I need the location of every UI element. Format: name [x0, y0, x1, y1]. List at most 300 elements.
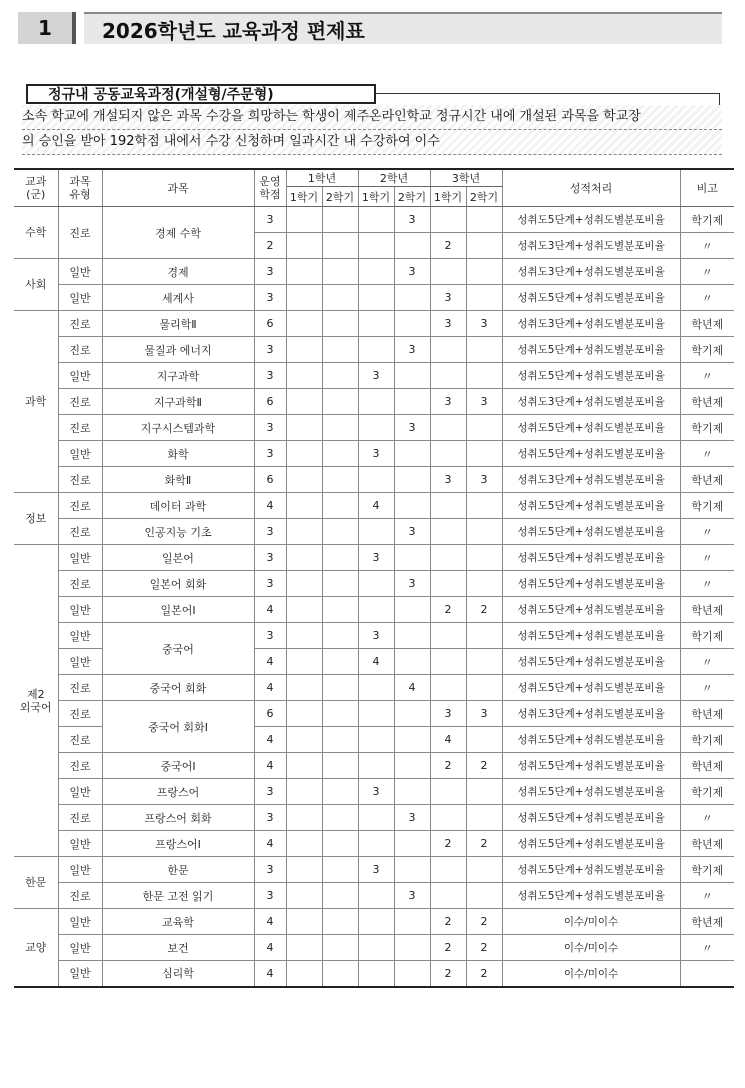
semester-credits — [466, 415, 502, 441]
semester-credits — [394, 311, 430, 337]
semester-credits: 3 — [394, 259, 430, 285]
semester-credits — [322, 389, 358, 415]
note: 학년제 — [680, 467, 734, 493]
semester-credits: 3 — [358, 441, 394, 467]
credits: 3 — [254, 883, 286, 909]
subject-type: 일반 — [58, 831, 102, 857]
header-note: 비고 — [680, 169, 734, 207]
grading-method: 성취도5단계+성취도별분포비율 — [502, 545, 680, 571]
credits: 3 — [254, 259, 286, 285]
semester-credits — [358, 935, 394, 961]
subject-name: 교육학 — [102, 909, 254, 935]
semester-credits — [430, 207, 466, 233]
semester-credits — [466, 571, 502, 597]
semester-credits — [286, 961, 322, 987]
semester-credits: 3 — [394, 415, 430, 441]
grading-method: 성취도5단계+성취도별분포비율 — [502, 207, 680, 233]
semester-credits — [358, 311, 394, 337]
note: 학년제 — [680, 831, 734, 857]
note: 학년제 — [680, 597, 734, 623]
semester-credits — [394, 779, 430, 805]
semester-credits — [466, 233, 502, 259]
table-row — [14, 519, 734, 545]
table-row — [14, 883, 734, 909]
description-line-2: 의 승인을 받아 192학점 내에서 수강 신청하며 일과시간 내 수강하여 이수 — [22, 130, 722, 155]
credits: 3 — [254, 441, 286, 467]
semester-credits — [286, 675, 322, 701]
subject-name: 중국어Ⅰ — [102, 753, 254, 779]
grading-method: 성취도5단계+성취도별분포비율 — [502, 493, 680, 519]
header-type: 과목 유형 — [58, 169, 102, 207]
semester-credits — [394, 493, 430, 519]
semester-credits — [322, 649, 358, 675]
table-row — [14, 311, 734, 337]
semester-credits — [394, 363, 430, 389]
semester-credits: 2 — [466, 753, 502, 779]
table-row — [14, 909, 734, 935]
semester-credits — [358, 207, 394, 233]
table-row — [14, 207, 734, 233]
subject-type: 일반 — [58, 545, 102, 571]
semester-credits: 3 — [394, 519, 430, 545]
semester-credits — [394, 909, 430, 935]
credits: 6 — [254, 389, 286, 415]
subject-name: 일본어 회화 — [102, 571, 254, 597]
subject-type: 일반 — [58, 909, 102, 935]
subject-type: 진로 — [58, 337, 102, 363]
semester-credits — [358, 285, 394, 311]
semester-credits — [466, 883, 502, 909]
group-name: 과학 — [14, 311, 58, 493]
semester-credits: 3 — [358, 779, 394, 805]
subject-name: 경제 수학 — [102, 207, 254, 259]
semester-credits — [394, 441, 430, 467]
semester-credits — [322, 285, 358, 311]
table-row — [14, 467, 734, 493]
semester-credits — [322, 311, 358, 337]
credits: 6 — [254, 467, 286, 493]
semester-credits — [358, 415, 394, 441]
subject-name: 지구시스템과학 — [102, 415, 254, 441]
credits: 6 — [254, 311, 286, 337]
page-title: 2026학년도 교육과정 편제표 — [84, 12, 722, 44]
note: 학기제 — [680, 337, 734, 363]
grading-method: 성취도5단계+성취도별분포비율 — [502, 805, 680, 831]
credits: 3 — [254, 337, 286, 363]
semester-credits: 2 — [430, 909, 466, 935]
subject-type: 진로 — [58, 727, 102, 753]
table-row — [14, 285, 734, 311]
table-row — [14, 935, 734, 961]
note: 〃 — [680, 935, 734, 961]
subject-name: 프랑스어 — [102, 779, 254, 805]
note: 〃 — [680, 259, 734, 285]
semester-credits: 3 — [394, 207, 430, 233]
note: 〃 — [680, 441, 734, 467]
note: 〃 — [680, 233, 734, 259]
semester-credits — [394, 753, 430, 779]
grading-method: 성취도5단계+성취도별분포비율 — [502, 441, 680, 467]
semester-credits: 3 — [430, 285, 466, 311]
header-year2: 2학년 — [358, 169, 430, 187]
semester-credits — [358, 701, 394, 727]
semester-credits — [358, 233, 394, 259]
semester-credits: 2 — [430, 753, 466, 779]
semester-credits: 3 — [430, 389, 466, 415]
grading-method: 이수/미이수 — [502, 935, 680, 961]
semester-credits: 4 — [358, 493, 394, 519]
subject-name: 지구과학Ⅱ — [102, 389, 254, 415]
table-row — [14, 441, 734, 467]
semester-credits — [322, 623, 358, 649]
curriculum-table — [14, 168, 734, 988]
header-y1-sem2: 2학기 — [322, 187, 358, 207]
semester-credits — [358, 467, 394, 493]
grading-method: 성취도3단계+성취도별분포비율 — [502, 389, 680, 415]
semester-credits: 2 — [466, 935, 502, 961]
subject-type: 진로 — [58, 493, 102, 519]
semester-credits: 4 — [430, 727, 466, 753]
table-row — [14, 753, 734, 779]
semester-credits — [286, 441, 322, 467]
subject-type: 진로 — [58, 519, 102, 545]
semester-credits — [430, 415, 466, 441]
semester-credits — [430, 337, 466, 363]
subject-type: 진로 — [58, 571, 102, 597]
note: 학년제 — [680, 389, 734, 415]
grading-method: 성취도5단계+성취도별분포비율 — [502, 675, 680, 701]
semester-credits — [430, 545, 466, 571]
subject-type: 일반 — [58, 259, 102, 285]
subject-name: 일본어Ⅰ — [102, 597, 254, 623]
subject-type: 진로 — [58, 467, 102, 493]
semester-credits — [430, 857, 466, 883]
semester-credits — [394, 597, 430, 623]
semester-credits — [466, 519, 502, 545]
subject-type: 일반 — [58, 363, 102, 389]
credits: 3 — [254, 571, 286, 597]
semester-credits — [466, 857, 502, 883]
credits: 3 — [254, 285, 286, 311]
table-row — [14, 545, 734, 571]
semester-credits — [322, 207, 358, 233]
credits: 3 — [254, 545, 286, 571]
semester-credits: 4 — [358, 649, 394, 675]
semester-credits — [394, 649, 430, 675]
semester-credits — [286, 259, 322, 285]
semester-credits — [286, 831, 322, 857]
semester-credits: 4 — [394, 675, 430, 701]
semester-credits: 2 — [430, 935, 466, 961]
semester-credits — [286, 493, 322, 519]
semester-credits — [322, 493, 358, 519]
note: 〃 — [680, 649, 734, 675]
semester-credits — [286, 623, 322, 649]
subject-name: 물질과 에너지 — [102, 337, 254, 363]
semester-credits — [430, 571, 466, 597]
credits: 4 — [254, 675, 286, 701]
group-name: 정보 — [14, 493, 58, 545]
grading-method: 성취도5단계+성취도별분포비율 — [502, 779, 680, 805]
grading-method: 성취도5단계+성취도별분포비율 — [502, 597, 680, 623]
semester-credits — [358, 831, 394, 857]
subject-name: 물리학Ⅱ — [102, 311, 254, 337]
grading-method: 성취도5단계+성취도별분포비율 — [502, 337, 680, 363]
subject-name: 중국어 회화Ⅰ — [102, 701, 254, 753]
note: 〃 — [680, 571, 734, 597]
semester-credits — [286, 519, 322, 545]
semester-credits — [286, 909, 322, 935]
subtitle-rule — [376, 93, 720, 95]
grading-method: 성취도3단계+성취도별분포비율 — [502, 259, 680, 285]
credits: 3 — [254, 857, 286, 883]
note: 〃 — [680, 883, 734, 909]
credits: 4 — [254, 597, 286, 623]
semester-credits — [466, 285, 502, 311]
semester-credits: 3 — [358, 363, 394, 389]
semester-credits — [430, 623, 466, 649]
semester-credits — [430, 519, 466, 545]
credits: 4 — [254, 753, 286, 779]
semester-credits — [430, 805, 466, 831]
subject-type: 일반 — [58, 441, 102, 467]
semester-credits — [286, 779, 322, 805]
semester-credits — [358, 389, 394, 415]
note: 학년제 — [680, 909, 734, 935]
subtitle-box: 정규내 공동교육과정(개설형/주문형) — [26, 84, 376, 104]
semester-credits — [466, 623, 502, 649]
credits: 3 — [254, 779, 286, 805]
semester-credits — [286, 753, 322, 779]
credits: 4 — [254, 493, 286, 519]
semester-credits — [430, 441, 466, 467]
semester-credits — [322, 545, 358, 571]
subject-name: 데이터 과학 — [102, 493, 254, 519]
semester-credits — [286, 805, 322, 831]
semester-credits — [286, 285, 322, 311]
table-row — [14, 961, 734, 987]
semester-credits — [322, 961, 358, 987]
semester-credits: 2 — [430, 961, 466, 987]
semester-credits — [466, 805, 502, 831]
semester-credits — [394, 545, 430, 571]
curriculum-table-body — [14, 207, 734, 987]
table-row — [14, 701, 734, 727]
table-row — [14, 389, 734, 415]
semester-credits — [322, 779, 358, 805]
semester-credits: 2 — [466, 831, 502, 857]
semester-credits — [286, 415, 322, 441]
semester-credits: 2 — [430, 233, 466, 259]
semester-credits: 3 — [394, 571, 430, 597]
note: 학년제 — [680, 701, 734, 727]
grading-method: 성취도3단계+성취도별분포비율 — [502, 233, 680, 259]
credits: 3 — [254, 415, 286, 441]
header-y3-sem1: 1학기 — [430, 187, 466, 207]
credits: 4 — [254, 727, 286, 753]
semester-credits — [430, 259, 466, 285]
header-y3-sem2: 2학기 — [466, 187, 502, 207]
semester-credits — [358, 259, 394, 285]
semester-credits — [466, 649, 502, 675]
subject-type: 일반 — [58, 779, 102, 805]
subject-name: 화학 — [102, 441, 254, 467]
table-row — [14, 623, 734, 649]
semester-credits — [430, 649, 466, 675]
header-y2-sem2: 2학기 — [394, 187, 430, 207]
subject-type: 일반 — [58, 935, 102, 961]
grading-method: 성취도5단계+성취도별분포비율 — [502, 883, 680, 909]
credits: 4 — [254, 961, 286, 987]
semester-credits — [286, 545, 322, 571]
semester-credits — [358, 675, 394, 701]
subject-type: 진로 — [58, 805, 102, 831]
header-year1: 1학년 — [286, 169, 358, 187]
credits: 3 — [254, 207, 286, 233]
credits: 4 — [254, 649, 286, 675]
subject-name: 화학Ⅱ — [102, 467, 254, 493]
semester-credits — [394, 701, 430, 727]
credits: 3 — [254, 519, 286, 545]
semester-credits — [394, 285, 430, 311]
semester-credits — [430, 363, 466, 389]
note: 학기제 — [680, 727, 734, 753]
subject-name: 중국어 — [102, 623, 254, 675]
semester-credits — [286, 207, 322, 233]
table-row — [14, 363, 734, 389]
grading-method: 성취도3단계+성취도별분포비율 — [502, 467, 680, 493]
semester-credits: 2 — [430, 597, 466, 623]
semester-credits — [358, 337, 394, 363]
subject-name: 인공지능 기초 — [102, 519, 254, 545]
semester-credits — [466, 727, 502, 753]
subject-type: 진로 — [58, 883, 102, 909]
header-subject: 과목 — [102, 169, 254, 207]
semester-credits — [394, 857, 430, 883]
subject-name: 중국어 회화 — [102, 675, 254, 701]
semester-credits: 3 — [394, 805, 430, 831]
semester-credits — [322, 701, 358, 727]
semester-credits — [394, 623, 430, 649]
grading-method: 성취도3단계+성취도별분포비율 — [502, 701, 680, 727]
semester-credits — [466, 337, 502, 363]
semester-credits — [322, 805, 358, 831]
semester-credits — [322, 831, 358, 857]
note: 학기제 — [680, 857, 734, 883]
subject-name: 지구과학 — [102, 363, 254, 389]
subject-name: 한문 — [102, 857, 254, 883]
semester-credits — [358, 961, 394, 987]
table-row — [14, 597, 734, 623]
header-credits: 운영 학점 — [254, 169, 286, 207]
subject-type: 일반 — [58, 961, 102, 987]
subject-name: 일본어 — [102, 545, 254, 571]
semester-credits — [466, 779, 502, 805]
semester-credits — [430, 675, 466, 701]
semester-credits — [358, 519, 394, 545]
note: 〃 — [680, 519, 734, 545]
grading-method: 성취도5단계+성취도별분포비율 — [502, 285, 680, 311]
group-name: 제2 외국어 — [14, 545, 58, 857]
note — [680, 961, 734, 987]
semester-credits — [394, 935, 430, 961]
table-row — [14, 779, 734, 805]
semester-credits: 2 — [430, 831, 466, 857]
semester-credits — [322, 857, 358, 883]
semester-credits — [466, 493, 502, 519]
table-row — [14, 857, 734, 883]
group-name: 수학 — [14, 207, 58, 259]
semester-credits — [358, 909, 394, 935]
subject-type: 진로 — [58, 207, 102, 259]
semester-credits — [466, 363, 502, 389]
semester-credits: 3 — [466, 701, 502, 727]
subject-type: 진로 — [58, 389, 102, 415]
header-y2-sem1: 1학기 — [358, 187, 394, 207]
subject-name: 한문 고전 읽기 — [102, 883, 254, 909]
semester-credits: 2 — [466, 909, 502, 935]
subject-type: 진로 — [58, 701, 102, 727]
subject-name: 경제 — [102, 259, 254, 285]
subject-type: 일반 — [58, 285, 102, 311]
credits: 4 — [254, 935, 286, 961]
semester-credits — [286, 311, 322, 337]
subject-type: 진로 — [58, 753, 102, 779]
credits: 2 — [254, 233, 286, 259]
semester-credits — [286, 597, 322, 623]
header-y1-sem1: 1학기 — [286, 187, 322, 207]
section-number: 1 — [18, 12, 76, 44]
note: 〃 — [680, 285, 734, 311]
note: 학기제 — [680, 623, 734, 649]
subject-type: 진로 — [58, 415, 102, 441]
semester-credits — [358, 727, 394, 753]
note: 학기제 — [680, 493, 734, 519]
semester-credits — [358, 571, 394, 597]
semester-credits: 3 — [394, 883, 430, 909]
semester-credits — [466, 545, 502, 571]
semester-credits — [322, 363, 358, 389]
semester-credits — [394, 389, 430, 415]
grading-method: 성취도5단계+성취도별분포비율 — [502, 831, 680, 857]
semester-credits: 3 — [358, 545, 394, 571]
semester-credits — [466, 259, 502, 285]
semester-credits — [286, 571, 322, 597]
semester-credits: 3 — [430, 467, 466, 493]
semester-credits — [394, 727, 430, 753]
group-name: 교양 — [14, 909, 58, 987]
semester-credits — [430, 493, 466, 519]
grading-method: 성취도5단계+성취도별분포비율 — [502, 649, 680, 675]
semester-credits — [322, 883, 358, 909]
semester-credits — [466, 441, 502, 467]
semester-credits: 3 — [394, 337, 430, 363]
semester-credits — [322, 675, 358, 701]
subject-name: 프랑스어Ⅰ — [102, 831, 254, 857]
semester-credits: 2 — [466, 597, 502, 623]
semester-credits — [322, 935, 358, 961]
semester-credits — [322, 571, 358, 597]
header-grading: 성적처리 — [502, 169, 680, 207]
subject-type: 일반 — [58, 623, 102, 649]
semester-credits — [430, 779, 466, 805]
note: 학기제 — [680, 207, 734, 233]
semester-credits: 3 — [466, 389, 502, 415]
note: 〃 — [680, 675, 734, 701]
semester-credits — [322, 909, 358, 935]
credits: 6 — [254, 701, 286, 727]
semester-credits — [394, 961, 430, 987]
